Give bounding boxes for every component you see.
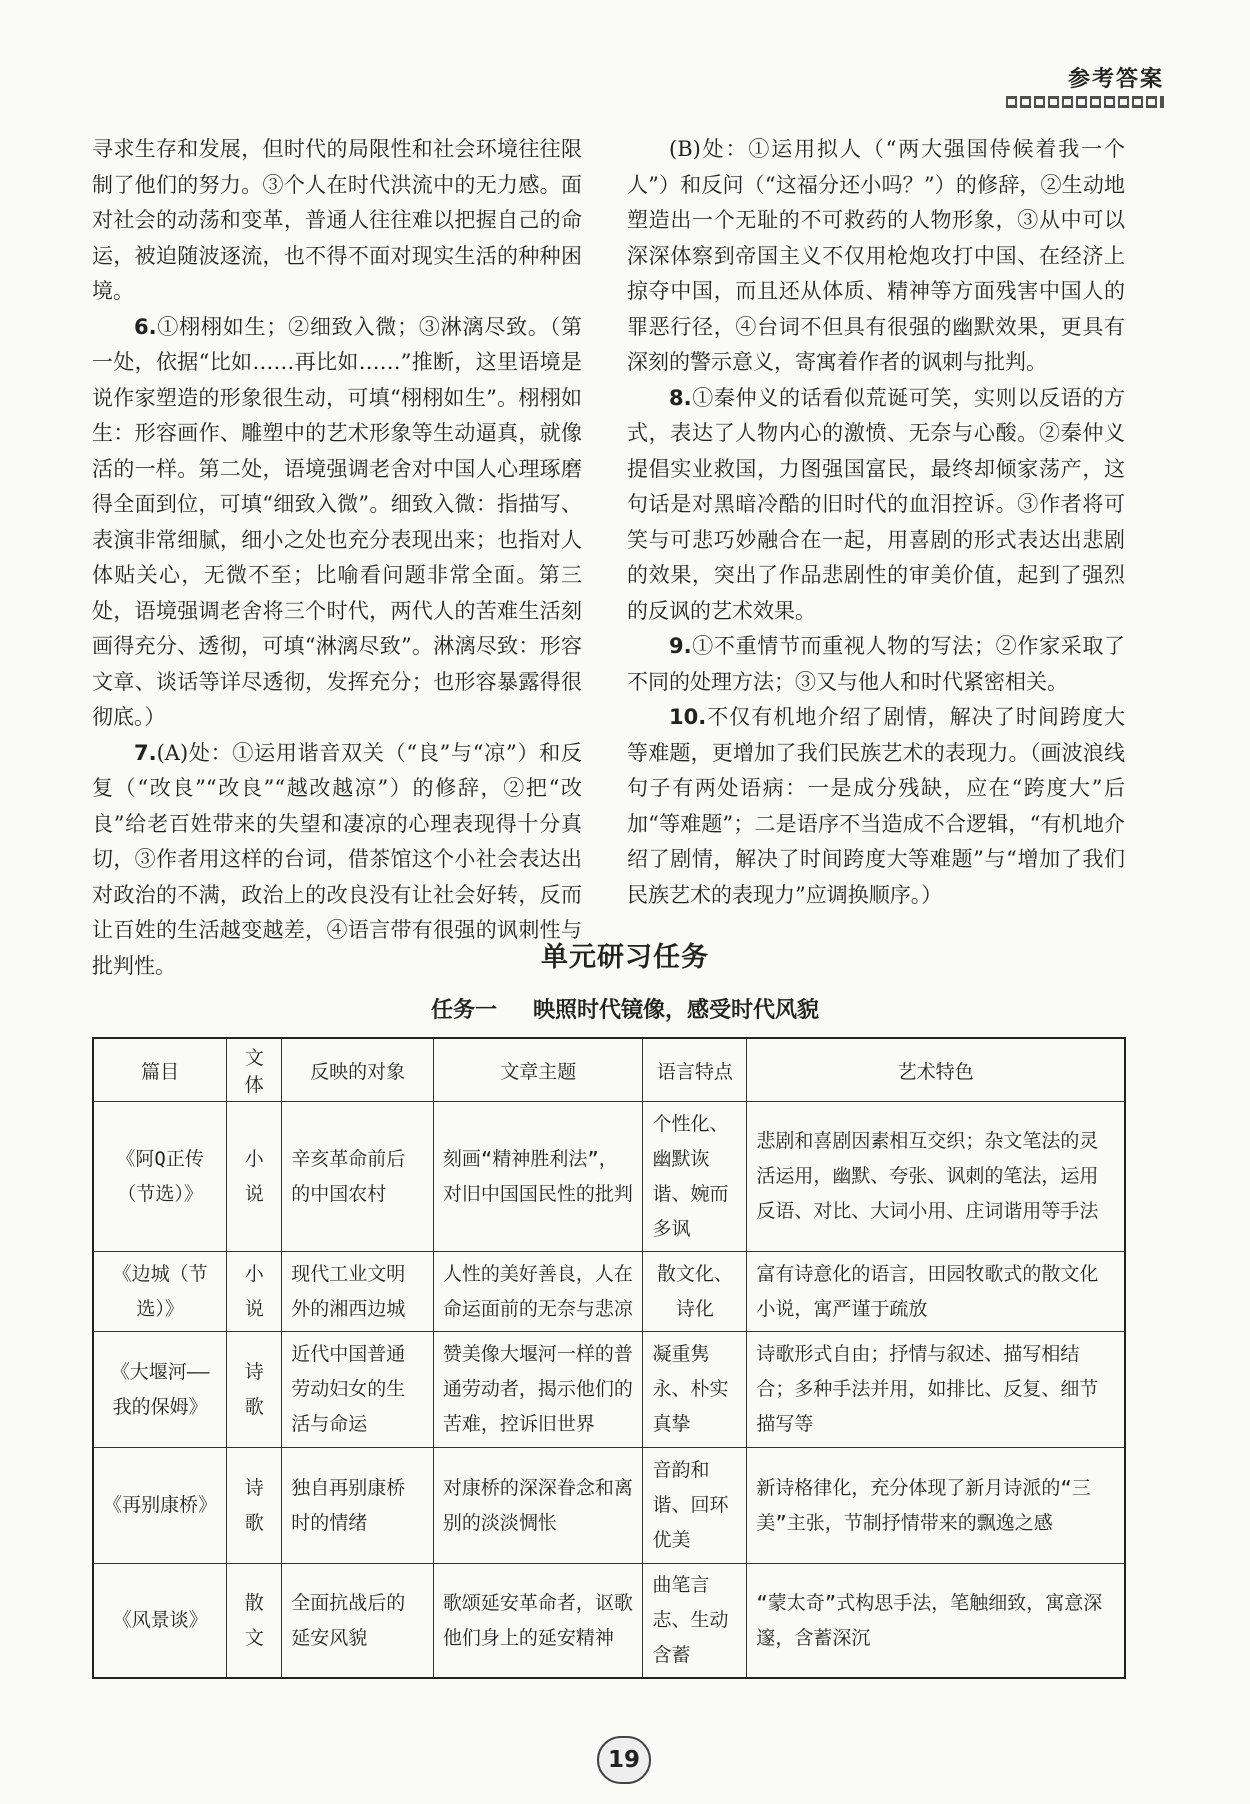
table-header-row <box>93 1038 1125 1102</box>
question-number: 9. <box>669 634 692 658</box>
table-cell: 近代中国普通劳动妇女的生活与命运 <box>282 1332 434 1448</box>
table-row <box>93 1448 1125 1564</box>
table-cell: 曲笔言志、生动含蓄 <box>643 1564 747 1679</box>
table-cell: 悲剧和喜剧因素相互交织；杂文笔法的灵活运用，幽默、夸张、讽刺的笔法，运用反语、对比、大词小用、庄词谐用等手法 <box>747 1102 1125 1252</box>
table-cell: 现代工业文明外的湘西边城 <box>282 1252 434 1332</box>
table-row <box>93 1332 1125 1448</box>
column-header: 语言特点 <box>643 1038 747 1102</box>
table-cell: 散文化、诗化 <box>643 1252 747 1332</box>
table-cell: 独自再别康桥时的情绪 <box>282 1448 434 1564</box>
question-number: 10. <box>669 705 707 729</box>
page-number: 19 <box>597 1736 651 1784</box>
answer-text: ①不重情节而重视人物的写法；②作家采取了不同的处理方法；③又与他人和时代紧密相关。 <box>627 634 1125 694</box>
answer-text: (A)处：①运用谐音双关（“良”与“凉”）和反复（“改良”“改良”“越改越凉”）的修辞，②把“改良”给老百姓带来的失望和凄凉的心理表现得十分真切，③作者用这样的台词，借茶馆这个小社会表达出对政治的不满，政治上的改良没有让社会好转，反而让百姓的生活越变越差，④语言带有很强的讽刺性与批判性。 <box>92 740 582 978</box>
table-cell: 《大堰河——我的保姆》 <box>93 1332 227 1448</box>
table-cell: 诗歌 <box>227 1448 282 1564</box>
answer-text: 不仅有机地介绍了剧情，解决了时间跨度大等难题，更增加了我们民族艺术的表现力。（画波浪线句子有两处语病：一是成分残缺，应在“跨度大”后加“等难题”；二是语序不当造成不合逻辑，“有机地介绍了剧情，解决了时间跨度大等难题”与“增加了我们民族艺术的表现力”应调换顺序。） <box>627 705 1125 907</box>
table-cell: 小说 <box>227 1252 282 1332</box>
left-column <box>92 132 582 984</box>
table-cell: 诗歌 <box>227 1332 282 1448</box>
table-cell: 辛亥革命前后的中国农村 <box>282 1102 434 1252</box>
summary-table <box>92 1037 1126 1679</box>
task-label: 任务一 <box>430 998 497 1023</box>
table-cell: 赞美像大堰河一样的普通劳动者，揭示他们的苦难，控诉旧世界 <box>433 1332 643 1448</box>
task-heading: 映照时代镜像，感受时代风貌 <box>533 998 820 1023</box>
table-cell: 个性化、幽默诙谐、婉而多讽 <box>643 1102 747 1252</box>
answer-text: ①栩栩如生；②细致入微；③淋漓尽致。（第一处，依据“比如……再比如……”推断，这里语境是说作家塑造的形象很生动，可填“栩栩如生”。栩栩如生：形容画作、雕塑中的艺术形象等生动逼真，就像活的一样。第二处，语境强调老舍对中国人心理琢磨得全面到位，可填“细致入微”。细致入微：指描写、表演非常细腻，细小之处也充分表现出来；也指对人体贴关心，无微不至；比喻看问题非常全面。第三处，语境强调老舍将三个时代，两代人的苦难生活刻画得充分、透彻，可填“淋漓尽致”。淋漓尽致：形容文章、谈话等详尽透彻，发挥充分；也形容暴露得很彻底。） <box>92 314 582 729</box>
answer-text: ①秦仲义的话看似荒诞可笑，实则以反语的方式，表达了人物内心的激愤、无奈与心酸。②秦仲义提倡实业救国，力图强国富民，最终却倾家荡产，这句话是对黑暗冷酷的旧时代的血泪控诉。③作者将可笑与可悲巧妙融合在一起，用喜剧的形式表达出悲剧的效果，突出了作品悲剧性的审美价值，起到了强烈的反讽的艺术效果。 <box>627 385 1125 623</box>
table-cell: “蒙太奇”式构思手法，笔触细致，寓意深邃，含蓄深沉 <box>747 1564 1125 1679</box>
answer-9 <box>627 629 1125 700</box>
table-cell: 凝重隽永、朴实真挚 <box>643 1332 747 1448</box>
table-cell: 全面抗战后的延安风貌 <box>282 1564 434 1679</box>
header-label: 参考答案 <box>1067 67 1164 92</box>
question-number: 7. <box>134 740 157 765</box>
table-cell: 散文 <box>227 1564 282 1679</box>
table-row <box>93 1252 1125 1332</box>
question-number: 8. <box>669 385 692 410</box>
answer-7b: (B)处：①运用拟人（“两大强国侍候着我一个人”）和反问（“这福分还小吗？”）的修辞，②生动地塑造出一个无耻的不可救药的人物形象，③从中可以深深体察到帝国主义不仅用枪炮攻打中国、在经济上掠夺中国，而且还从体质、精神等方面残害中国人的罪恶行径，④台词不但具有很强的幽默效果，更具有深刻的警示意义，寄寓着作者的讽刺与批判。 <box>627 137 1125 374</box>
table-cell: 音韵和谐、回环优美 <box>643 1448 747 1564</box>
table-row <box>93 1564 1125 1679</box>
table-cell: 小说 <box>227 1102 282 1252</box>
task-title <box>0 993 1250 1024</box>
table-cell: 《风景谈》 <box>93 1564 227 1679</box>
answer-6 <box>92 310 582 736</box>
column-header: 篇目 <box>93 1038 227 1102</box>
right-column <box>627 132 1125 913</box>
table-cell: 对康桥的深深眷念和离别的淡淡惆怅 <box>433 1448 643 1564</box>
answer-8 <box>627 381 1125 630</box>
table-cell: 歌颂延安革命者，讴歌他们身上的延安精神 <box>433 1564 643 1679</box>
column-header: 反映的对象 <box>282 1038 434 1102</box>
column-header: 艺术特色 <box>747 1038 1125 1102</box>
table-cell: 刻画“精神胜利法”，对旧中国国民性的批判 <box>433 1102 643 1252</box>
table-cell: 富有诗意化的语言，田园牧歌式的散文化小说，寓严谨于疏放 <box>747 1252 1125 1332</box>
table-cell: 诗歌形式自由；抒情与叙述、描写相结合；多种手法并用，如排比、反复、细节描写等 <box>747 1332 1125 1448</box>
column-header: 文体 <box>227 1038 282 1102</box>
column-header: 文章主题 <box>433 1038 643 1102</box>
table-cell: 《再别康桥》 <box>93 1448 227 1564</box>
table-row <box>93 1102 1125 1252</box>
table-cell: 人性的美好善良，人在命运面前的无奈与悲凉 <box>433 1252 643 1332</box>
answer-10 <box>627 700 1125 913</box>
section-title: 单元研习任务 <box>541 942 709 973</box>
paragraph-continued: 寻求生存和发展，但时代的局限性和社会环境往往限制了他们的努力。③个人在时代洪流中的无力感。面对社会的动荡和变革，普通人往往难以把握自己的命运，被迫随波逐流，也不得不面对现实生活的种种困境。 <box>92 137 582 303</box>
table-cell: 《阿Q正传（节选）》 <box>93 1102 227 1252</box>
table-cell: 新诗格律化，充分体现了新月诗派的“三美”主张，节制抒情带来的飘逸之感 <box>747 1448 1125 1564</box>
header-decoration <box>1006 96 1164 108</box>
question-number: 6. <box>134 314 157 339</box>
table-cell: 《边城（节选）》 <box>93 1252 227 1332</box>
